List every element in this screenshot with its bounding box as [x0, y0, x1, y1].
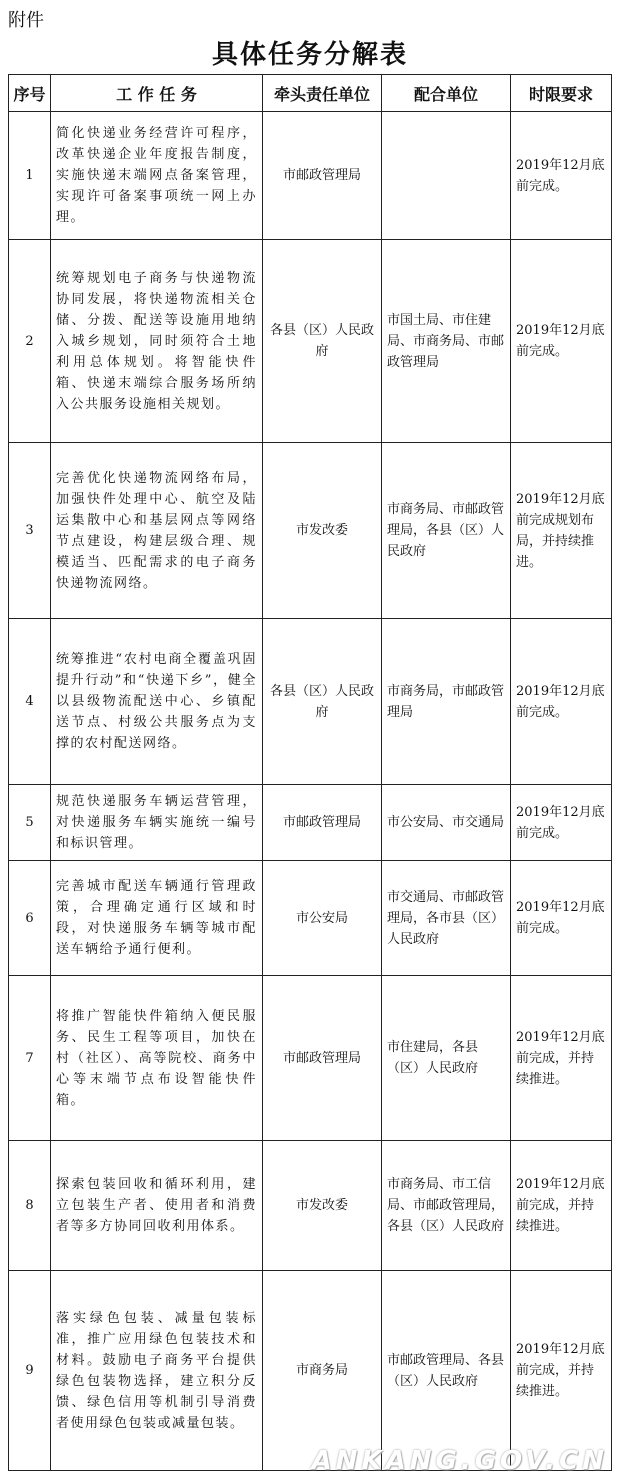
row-lead-unit: 市邮政管理局	[263, 785, 382, 861]
row-task: 落实绿色包装、减量包装标准，推广应用绿色包装技术和材料。鼓励电子商务平台提供绿色包装物选择，建立积分反馈、绿色信用等机制引导消费者使用绿色包装或减量包装。	[51, 1271, 263, 1471]
row-task: 探索包装回收和循环利用，建立包装生产者、使用者和消费者等多方协同回收利用体系。	[51, 1141, 263, 1271]
header-row	[9, 75, 612, 112]
task-breakdown-table	[8, 74, 612, 1471]
row-number: 8	[9, 1141, 51, 1271]
row-lead-unit: 市发改委	[263, 1141, 382, 1271]
row-number: 5	[9, 785, 51, 861]
row-deadline: 2019年12月底前完成。	[511, 112, 612, 240]
table-row	[9, 240, 612, 443]
row-coop-unit: 市公安局、市交通局	[382, 785, 511, 861]
row-number: 2	[9, 240, 51, 443]
row-deadline: 2019年12月底前完成规划布局，并持续推进。	[511, 443, 612, 619]
table-row	[9, 861, 612, 976]
row-number: 4	[9, 619, 51, 785]
row-coop-unit: 市商务局，市邮政管理局	[382, 619, 511, 785]
row-deadline: 2019年12月底前完成。	[511, 785, 612, 861]
row-deadline: 2019年12月底前完成，并持续推进。	[511, 1271, 612, 1471]
row-lead-unit: 市发改委	[263, 443, 382, 619]
row-lead-unit: 市公安局	[263, 861, 382, 976]
header-lead-unit: 牵头责任单位	[263, 75, 382, 112]
row-task: 完善城市配送车辆通行管理政策，合理确定通行区域和时段，对快递服务车辆等城市配送车辆给予通行便利。	[51, 861, 263, 976]
table-row	[9, 443, 612, 619]
table-row	[9, 1271, 612, 1471]
row-number: 9	[9, 1271, 51, 1471]
row-number: 1	[9, 112, 51, 240]
site-watermark: ANKANG.GOV.CN	[311, 1446, 608, 1476]
table-row	[9, 112, 612, 240]
attachment-label: 附件	[8, 10, 44, 31]
row-coop-unit: 市国土局、市住建局、市商务局、市邮政管理局	[382, 240, 511, 443]
header-seq: 序号	[9, 75, 51, 112]
row-task: 规范快递服务车辆运营管理，对快递服务车辆实施统一编号和标识管理。	[51, 785, 263, 861]
row-coop-unit: 市商务局、市工信局、市邮政管理局，各县（区）人民政府	[382, 1141, 511, 1271]
row-number: 3	[9, 443, 51, 619]
row-coop-unit: 市交通局、市邮政管理局，各市县（区）人民政府	[382, 861, 511, 976]
page-title: 具体任务分解表	[211, 40, 408, 70]
row-deadline: 2019年12月底前完成。	[511, 240, 612, 443]
row-deadline: 2019年12月底前完成，并持续推进。	[511, 976, 612, 1141]
row-lead-unit: 各县（区）人民政府	[263, 619, 382, 785]
table-row	[9, 619, 612, 785]
row-lead-unit: 市邮政管理局	[263, 112, 382, 240]
row-task: 将推广智能快件箱纳入便民服务、民生工程等项目，加快在村（社区）、高等院校、商务中心等末端节点布设智能快件箱。	[51, 976, 263, 1141]
row-lead-unit: 市邮政管理局	[263, 976, 382, 1141]
row-deadline: 2019年12月底前完成，并持续推进。	[511, 1141, 612, 1271]
table-row	[9, 976, 612, 1141]
row-number: 7	[9, 976, 51, 1141]
header-coop-unit: 配合单位	[382, 75, 511, 112]
header-task: 工 作 任 务	[51, 75, 263, 112]
row-coop-unit: 市邮政管理局、各县（区）人民政府	[382, 1271, 511, 1471]
row-deadline: 2019年12月底前完成。	[511, 861, 612, 976]
row-coop-unit	[382, 112, 511, 240]
row-task: 统筹推进“农村电商全覆盖巩固提升行动”和“快递下乡”，健全以县级物流配送中心、乡镇配送节点、村级公共服务点为支撑的农村配送网络。	[51, 619, 263, 785]
row-task: 统筹规划电子商务与快递物流协同发展，将快递物流相关仓储、分拨、配送等设施用地纳入城乡规划，同时须符合土地利用总体规划。将智能快件箱、快递末端综合服务场所纳入公共服务设施相关规划。	[51, 240, 263, 443]
row-coop-unit: 市住建局，各县（区）人民政府	[382, 976, 511, 1141]
row-deadline: 2019年12月底前完成。	[511, 619, 612, 785]
row-coop-unit: 市商务局、市邮政管理局，各县（区）人民政府	[382, 443, 511, 619]
row-task: 完善优化快递物流网络布局，加强快件处理中心、航空及陆运集散中心和基层网点等网络节点建设，构建层级合理、规模适当、匹配需求的电子商务快递物流网络。	[51, 443, 263, 619]
row-task: 简化快递业务经营许可程序，改革快递企业年度报告制度，实施快递末端网点备案管理，实现许可备案事项统一网上办理。	[51, 112, 263, 240]
table-row	[9, 785, 612, 861]
row-lead-unit: 市商务局	[263, 1271, 382, 1471]
row-lead-unit: 各县（区）人民政府	[263, 240, 382, 443]
table-row	[9, 1141, 612, 1271]
row-number: 6	[9, 861, 51, 976]
header-deadline: 时限要求	[511, 75, 612, 112]
